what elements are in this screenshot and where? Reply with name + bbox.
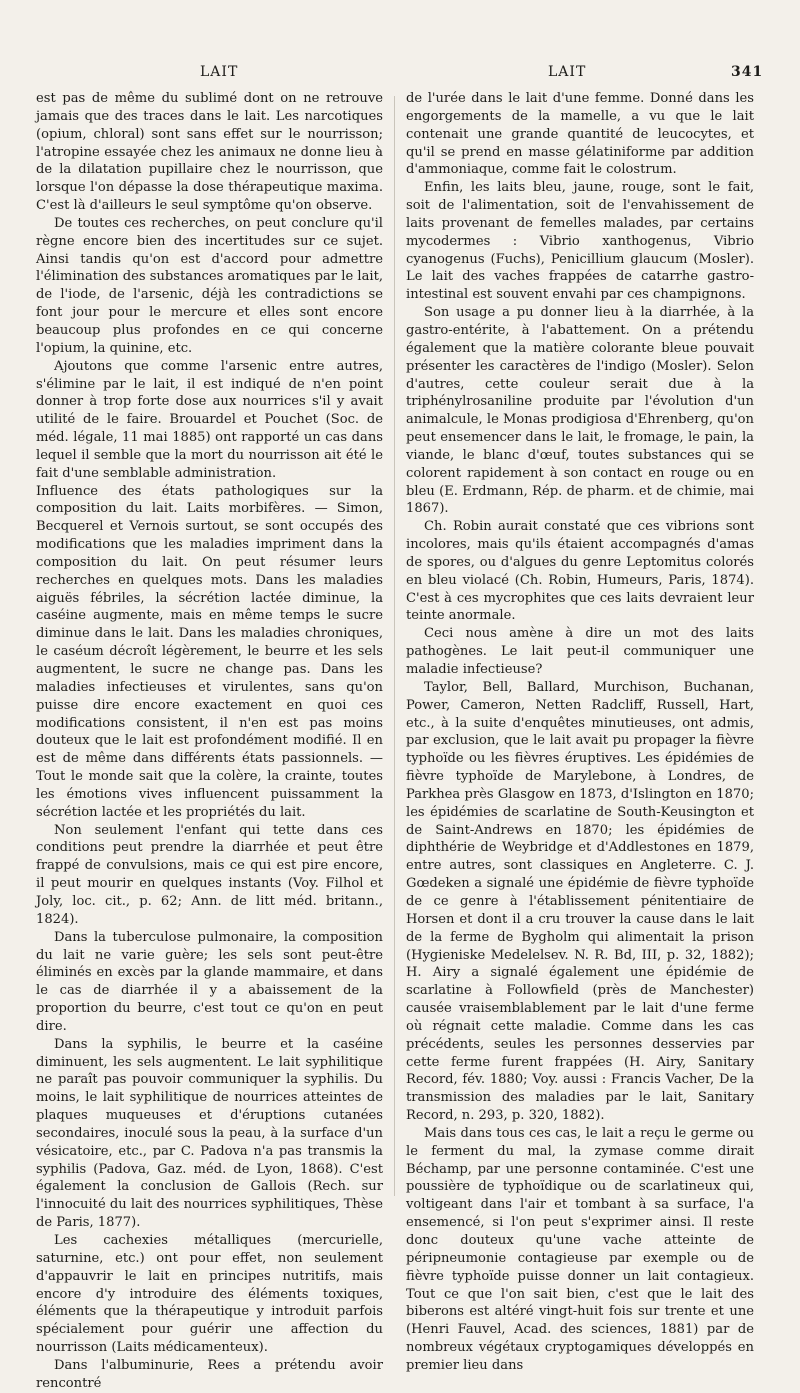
paragraph: est pas de même du sublimé dont on ne retrouve jamais que des traces dans le lait. Les narcotiques (opium, chloral) sont sans effet sur le nourrisson; l'atropine essayée chez les animaux ne donne lieu à de la dilatation pupillaire chez le nourrisson, que lorsque l'on dépasse la dose thérapeutique maxima. C'est là d'ailleurs le seul symptôme qu'on observe. [36,91,383,214]
paragraph: Taylor, Bell, Ballard, Murchison, Buchanan, Power, Cameron, Netten Radcliff, Russell, Hart, etc., à la suite d'enquêtes minutieuses, ont admis, par exclusion, que le lait avait pu propager la fièvre typhoïde ou les fièvres éruptives. Les épidémies de fièvre typhoïde de Marylebone, à Londres, de Parkhea près Glasgow en 1873, d'Islington en 1870; les épidémies de scarlatine de South-Keusington et de Saint-Andrews en 1870; les épidémies de diphthérie de Weybridge et d'Addlestones en 1879, entre autres, sont classiques en Angleterre. C. J. Gœdeken a signalé une épidémie de fièvre typhoïde de ce genre à l'établissement pénitentiaire de Horsen et dont il a cru trouver la cause dans le lait de la ferme de Bygholm qui alimentait la prison (Hygieniske Medelelsev. N. R. Bd, III, p. 32, 1882); H. Airy a signalé également une épidémie de scarlatine à Followfield (près de Manchester) causée vraisemblablement par le lait d'une ferme où régnait cette maladie. Comme dans les cas précédents, seules les personnes desservies par cette ferme furent frappées (H. Airy, Sanitary Record, fév. 1880; Voy. aussi : Francis Vacher, De la transmission des maladies par le lait, Sanitary Record, n. 293, p. 320, 1882). [406,679,754,1124]
section-paragraph: Influence des états pathologiques sur la composition du lait. Laits morbifères. — Simon, Becquerel et Vernois surtout, se sont occupés des modifications que les maladies impriment dans la composition du lait. On peut résumer leurs recherches en quelques mots. Dans les maladies aiguës fébriles, la sécrétion lactée diminue, la caséine augmente, mais en même temps le sucre diminue dans le lait. Dans les maladies chroniques, le caséum décroît légèrement, le beurre et les sels augmentent, le sucre ne change pas. Dans les maladies infectieuses et virulentes, sans qu'on puisse dire encore exactement en quoi ces modifications consistent, il n'en est pas moins douteux que le lait est profondément modifié. Il en est de même dans différents états passionnels. — Tout le monde sait que la colère, la crainte, toutes les émotions vives influencent puissamment la sécrétion lactée et les propriétés du lait. [36,483,383,820]
paragraph: de l'urée dans le lait d'une femme. Donné dans les engorgements de la mamelle, a vu que le lait contenait une grande quantité de leucocytes, et qu'il se prend en masse gélatiniforme par addition d'ammoniaque, comme fait le colostrum. [406,91,754,178]
paragraph: Son usage a pu donner lieu à la diarrhée, à la gastro-entérite, à l'abattement. On a prétendu également que la matière colorante bleue pouvait présenter les caractères de l'indigo (Mosler). Selon d'autres, cette couleur serait due à la triphénylrosaniline produite par l'évolution d'un animalcule, le Monas prodigiosa d'Ehrenberg, qu'on peut ensemencer dans le lait, le fromage, le pain, la viande, le blanc d'œuf, toutes substances qui se colorent rapidement à son contact en rouge ou en bleu (E. Erdmann, Rép. de pharm. et de chimie, mai 1867). [406,305,754,517]
right-column [406,90,754,1373]
page-number: 341 [731,64,764,80]
running-header [0,64,800,86]
paragraph: Ch. Robin aurait constaté que ces vibrions sont incolores, mais qu'ils étaient accompagnés d'amas de spores, ou d'algues du genre Leptomitus colorés en bleu violacé (Ch. Robin, Humeurs, Paris, 1874). C'est à ces mycrophites que ces laits devraient leur teinte anormale. [406,519,754,624]
paragraph: Mais dans tous ces cas, le lait a reçu le germe ou le ferment du mal, la zymase comme dirait Béchamp, par une personne contaminée. C'est une poussière de typhoïdique ou de scarlatineux qui, voltigeant dans l'air et tombant à sa surface, l'a ensemencé, si l'on peut s'exprimer ainsi. Il reste donc douteux qu'une vache atteinte de péripneumonie contagieuse par exemple ou de fièvre typhoïde puisse donner un lait contagieux. Tout ce que l'on sait bien, c'est que le lait des biberons est altéré vingt-huit fois sur trente et une (Henri Fauvel, Acad. des sciences, 1881) par de nombreux végétaux cryptogamiques développés en premier lieu dans [406,1125,754,1373]
paragraph: Enfin, les laits bleu, jaune, rouge, sont le fait, soit de l'alimentation, soit de l'envahissement de laits provenant de femelles malades, par certains mycodermes : Vibrio xanthogenus, Vibrio cyanogenus (Fuchs), Penicillium glaucum (Mosler). Le lait des vaches frappées de catarrhe gastro-intestinal est souvent envahi par ces champignons. [406,180,754,303]
left-running-title: LAIT [200,64,239,80]
left-column [36,90,383,1391]
paragraph: Ceci nous amène à dire un mot des laits pathogènes. Le lait peut-il communiquer une maladie infectieuse? [406,626,754,677]
column-divider [394,96,395,1196]
paragraph: Les cachexies métalliques (mercurielle, saturnine, etc.) ont pour effet, non seulement d'appauvrir le lait en principes nutritifs, mais encore d'y introduire des éléments toxiques, éléments que la thérapeutique y introduit parfois spécialement pour guérir une affection du nourrisson (Laits médicamenteux). [36,1233,383,1356]
right-running-title: LAIT [548,64,587,80]
paragraph: De toutes ces recherches, on peut conclure qu'il règne encore bien des incertitudes sur ce sujet. Ainsi tandis qu'on est d'accord pour admettre l'élimination des substances aromatiques par le lait, de l'iode, de l'arsenic, déjà les contradictions se font jour pour le mercure et elles sont encore beaucoup plus profondes en ce qui concerne l'opium, la quinine, etc. [36,215,383,356]
paragraph: Non seulement l'enfant qui tette dans ces conditions peut prendre la diarrhée et peut être frappé de convulsions, mais ce qui est pire encore, il peut mourir en quelques instants (Voy. Filhol et Joly, loc. cit., p. 62; Ann. de litt méd. britann., 1824). [36,822,383,927]
paragraph: Dans l'albuminurie, Rees a prétendu avoir rencontré [36,1357,383,1391]
paragraph: Dans la syphilis, le beurre et la caséine diminuent, les sels augmentent. Le lait syphilitique ne paraît pas pouvoir communiquer la syphilis. Du moins, le lait syphilitique de nourrices atteintes de plaques muqueuses et d'éruptions cutanées secondaires, inoculé sous la peau, à la surface d'un vésicatoire, etc., par C. Padova n'a pas transmis la syphilis (Padova, Gaz. méd. de Lyon, 1868). C'est également la conclusion de Gallois (Rech. sur l'innocuité du lait des nourrices syphilitiques, Thèse de Paris, 1877). [36,1036,383,1231]
paragraph: Ajoutons que comme l'arsenic entre autres, s'élimine par le lait, il est indiqué de n'en point donner à trop forte dose aux nourrices s'il y avait utilité de le faire. Brouardel et Pouchet (Soc. de méd. légale, 11 mai 1885) ont rapporté un cas dans lequel il semble que la mort du nourrisson ait été le fait d'une semblable administration. [36,358,383,481]
paragraph: Dans la tuberculose pulmonaire, la composition du lait ne varie guère; les sels sont peut-être éliminés en excès par la glande mammaire, et dans le cas de diarrhée il y a abaissement de la proportion du beurre, c'est tout ce qu'on en peut dire. [36,929,383,1034]
